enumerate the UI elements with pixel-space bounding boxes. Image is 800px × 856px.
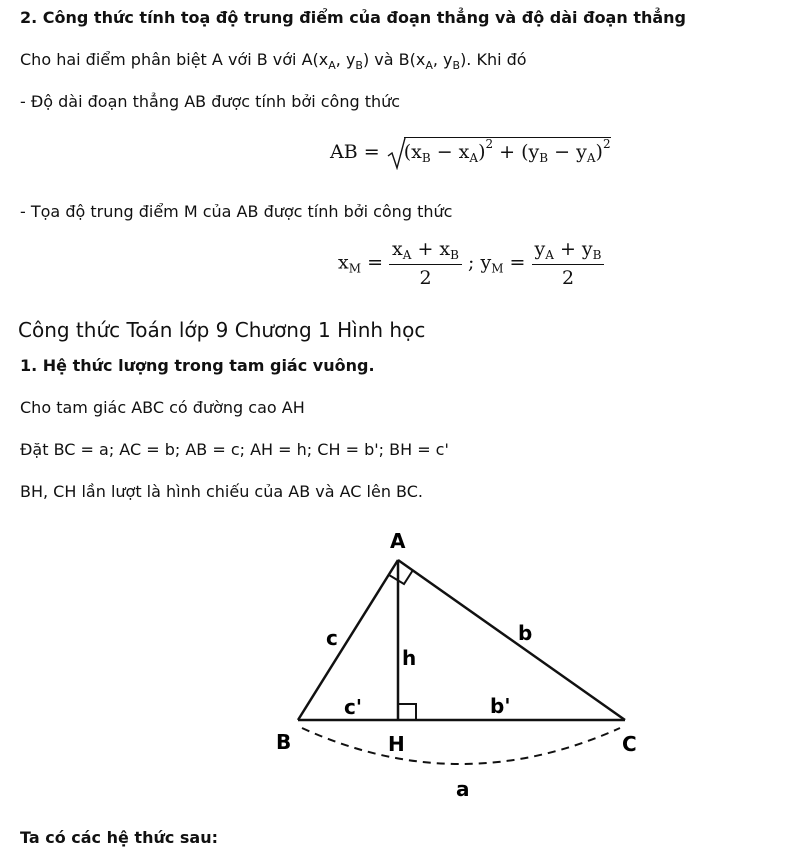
y-num-1-sub: A <box>545 248 554 262</box>
formula-ab <box>330 136 611 170</box>
ym-eq: = <box>509 251 526 274</box>
intro-text-3: ). Khi đó <box>460 50 527 69</box>
intro-comma-1: , y <box>335 50 356 69</box>
section-title: Công thức Toán lớp 9 Chương 1 Hình học <box>18 318 426 342</box>
label-side-a: a <box>456 777 470 801</box>
footer-heading: Ta có các hệ thức sau: <box>20 828 219 847</box>
y-num-plus: + y <box>553 238 593 260</box>
radicand-sub-a2: A <box>586 151 596 165</box>
x-num-2-sub: B <box>450 248 459 262</box>
length-label: - Độ dài đoạn thẳng AB được tính bởi công thức <box>20 92 401 111</box>
label-vertex-h: H <box>388 732 405 756</box>
ym-sep: ; y <box>468 251 492 274</box>
intro-text-2: ) và B(x <box>362 50 426 69</box>
intro-sub-b2: B <box>452 59 461 73</box>
y-fraction <box>532 238 605 289</box>
formula-m <box>338 238 604 289</box>
radicand-minus-2: − y <box>548 141 587 163</box>
y-denominator: 2 <box>561 267 575 289</box>
right-triangle-diagram <box>0 520 800 820</box>
xm-eq: = <box>367 251 383 274</box>
side-ac <box>398 560 625 720</box>
intro-sub-a2: A <box>425 59 433 73</box>
radicand-close-2: ) <box>595 141 603 163</box>
radicand-pow-2: 2 <box>602 137 611 151</box>
label-vertex-b: B <box>276 730 292 754</box>
intro-sub-b: B <box>355 59 363 73</box>
para-triangle: Cho tam giác ABC có đường cao AH <box>20 398 305 417</box>
midpoint-label: - Tọa độ trung điểm M của AB được tính bởi công thức <box>20 202 453 221</box>
radicand-open-1: (x <box>403 141 422 163</box>
radicand-sub-a1: A <box>469 151 479 165</box>
x-num-1: x <box>392 238 403 260</box>
radicand-sub-b1: B <box>421 151 431 165</box>
xm-var: x <box>338 251 349 274</box>
x-denominator: 2 <box>419 267 432 289</box>
x-fraction <box>389 238 462 289</box>
section-heading-2: 2. Công thức tính toạ độ trung điểm của đoạn thẳng và độ dài đoạn thẳng <box>20 8 686 27</box>
x-num-plus: + x <box>411 238 451 260</box>
label-side-h: h <box>402 646 417 670</box>
label-side-c: c <box>326 626 338 650</box>
right-angle-h-marker <box>398 704 416 720</box>
ym-sub: M <box>491 261 504 276</box>
x-num-1-sub: A <box>402 248 412 262</box>
radicand-sub-b2: B <box>539 151 549 165</box>
x-numerator <box>389 238 462 265</box>
para-projections: BH, CH lần lượt là hình chiếu của AB và AC lên BC. <box>20 482 424 501</box>
intro-comma-2: , y <box>432 50 453 69</box>
radicand-pow-1: 2 <box>485 137 494 151</box>
xm-sub: M <box>348 261 362 276</box>
formula-ab-lhs: AB = <box>330 141 380 163</box>
y-num-2-sub: B <box>592 248 602 262</box>
section-heading-1: 1. Hệ thức lượng trong tam giác vuông. <box>20 356 375 375</box>
intro-paragraph <box>20 50 527 76</box>
brace-a <box>302 728 620 764</box>
right-angle-a-marker <box>389 570 413 584</box>
radicand-close-1: ) <box>478 141 486 163</box>
radicand-minus-1: − x <box>430 141 470 163</box>
intro-sub-a: A <box>328 59 336 73</box>
y-numerator <box>532 238 605 265</box>
radicand-plus: + (y <box>493 141 540 163</box>
label-vertex-c: C <box>622 732 637 756</box>
para-definitions: Đặt BC = a; AC = b; AB = c; AH = h; CH = b'; BH = c' <box>20 440 449 459</box>
label-vertex-a: A <box>390 529 406 553</box>
sqrt-sign-icon <box>386 136 406 170</box>
label-c-prime: c' <box>344 695 362 719</box>
intro-text-1: Cho hai điểm phân biệt A với B với A(x <box>20 50 329 69</box>
radicand <box>404 137 611 163</box>
label-b-prime: b' <box>490 694 511 718</box>
label-side-b: b <box>518 621 533 645</box>
y-num-1: y <box>534 238 546 260</box>
